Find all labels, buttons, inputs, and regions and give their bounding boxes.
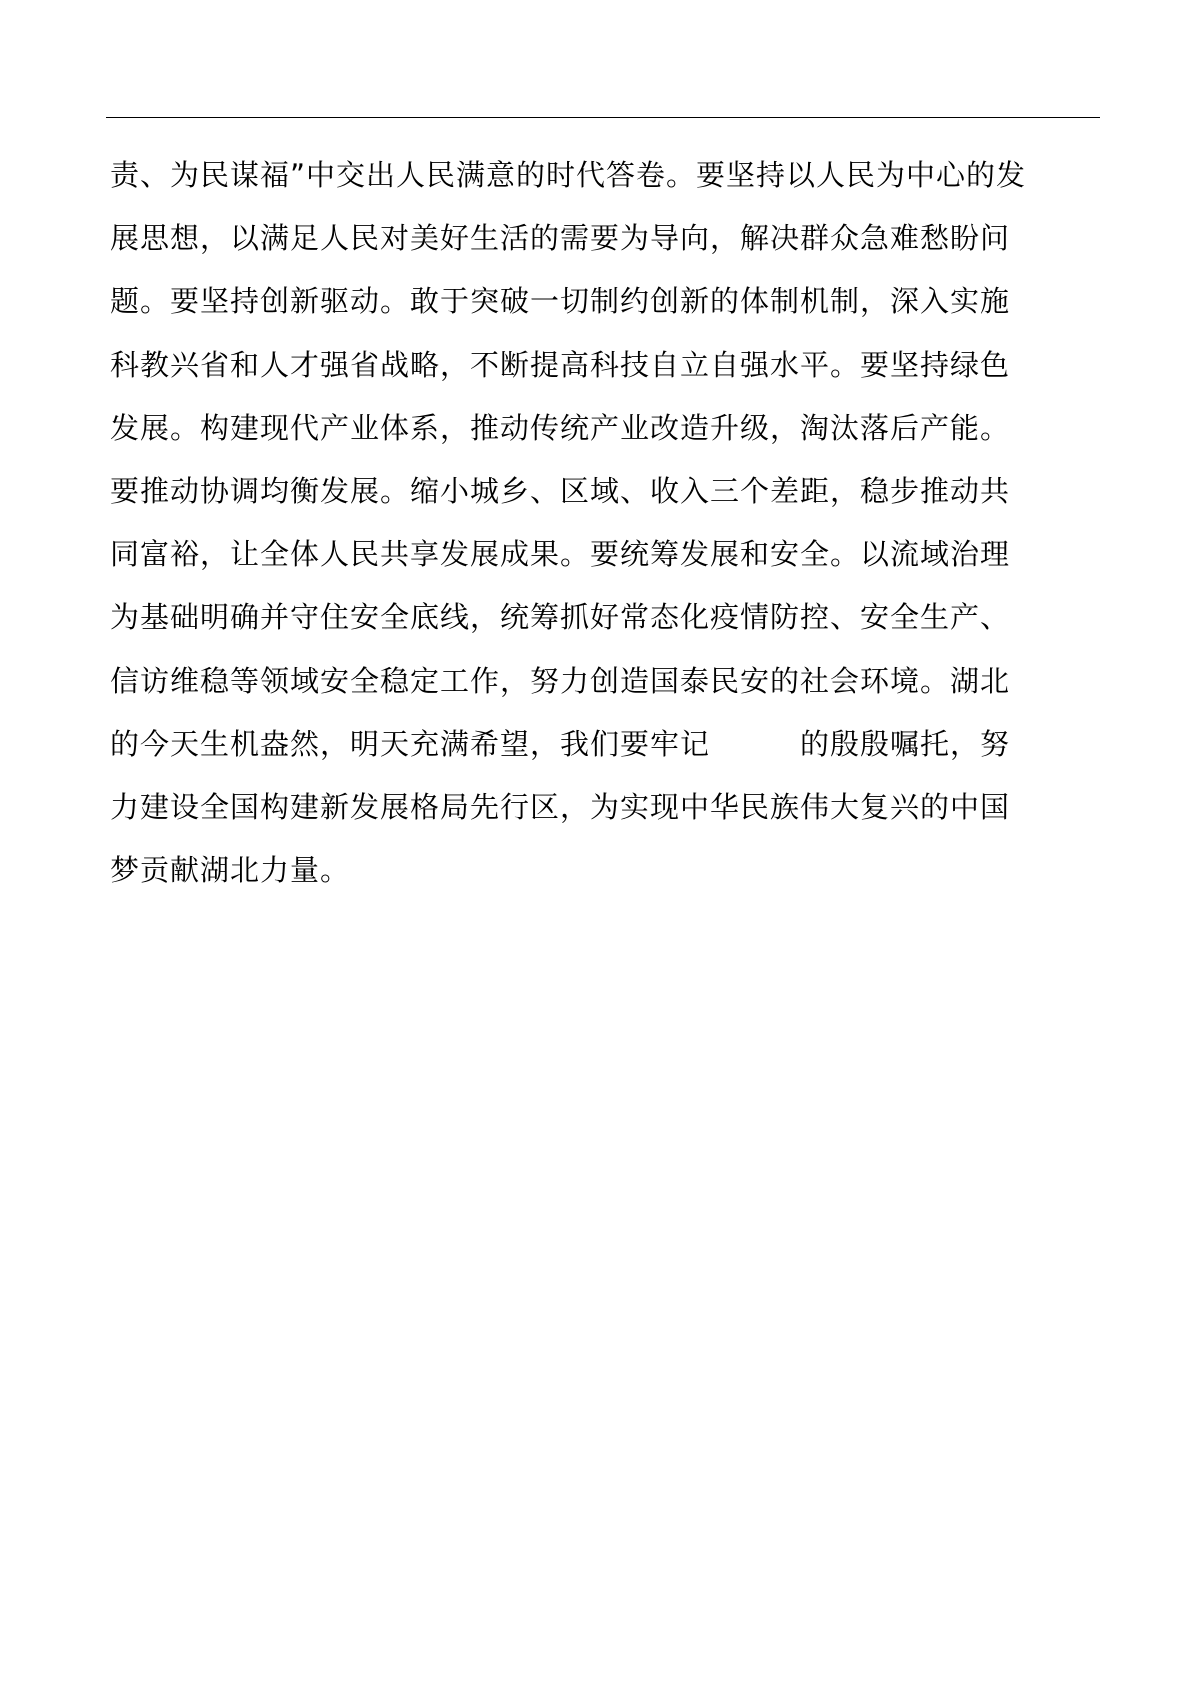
header-rule (106, 117, 1100, 118)
text-line: 信访维稳等领域安全稳定工作，努力创造国泰民安的社会环境。湖北 (110, 663, 1011, 698)
text-line: 梦贡献湖北力量。 (110, 853, 351, 888)
body-paragraph (110, 144, 1110, 902)
text-line: 责、为民谋福”中交出人民满意的时代答卷。要坚持以人民为中心的发 (110, 158, 1027, 192)
text-line: 的今天生机盎然，明天充满希望，我们要牢记 的殷殷嘱托，努 (110, 726, 1011, 761)
text-line: 要推动协调均衡发展。缩小城乡、区域、收入三个差距，稳步推动共 (110, 473, 1011, 508)
text-line: 为基础明确并守住安全底线，统筹抓好常态化疫情防控、安全生产、 (110, 600, 1011, 635)
text-line: 展思想，以满足人民对美好生活的需要为导向，解决群众急难愁盼问 (110, 221, 1011, 256)
text-line: 同富裕，让全体人民共享发展成果。要统筹发展和安全。以流域治理 (110, 537, 1011, 572)
text-line: 题。要坚持创新驱动。敢于突破一切制约创新的体制机制，深入实施 (110, 284, 1011, 319)
text-line: 力建设全国构建新发展格局先行区，为实现中华民族伟大复兴的中国 (110, 789, 1011, 824)
text-line: 科教兴省和人才强省战略，不断提高科技自立自强水平。要坚持绿色 (110, 347, 1011, 382)
text-line: 发展。构建现代产业体系，推动传统产业改造升级，淘汰落后产能。 (110, 410, 1011, 445)
